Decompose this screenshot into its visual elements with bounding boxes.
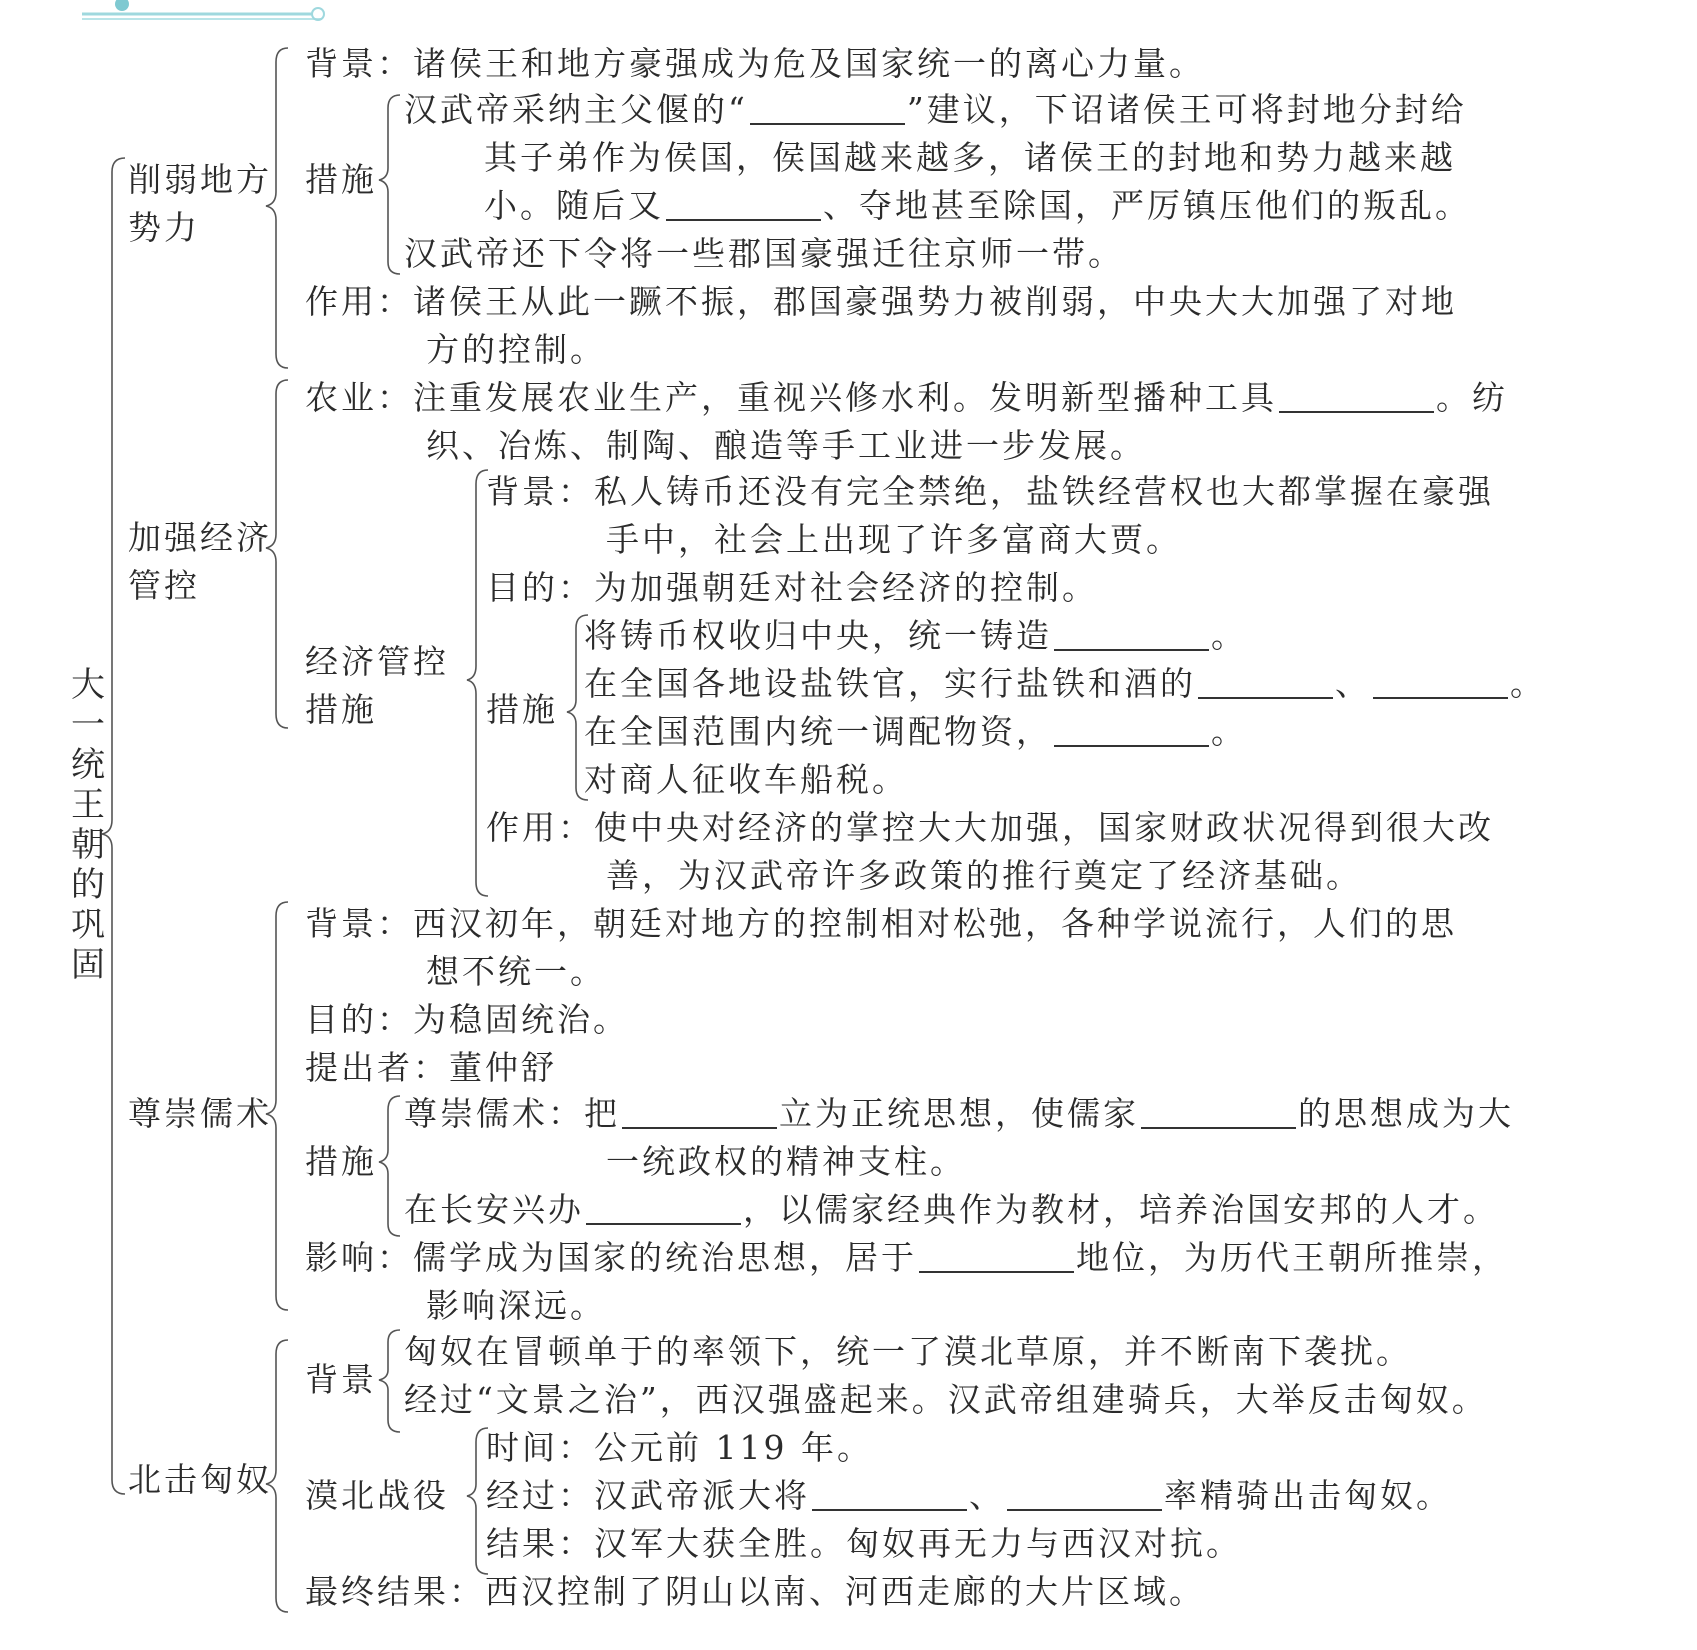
s2-blank-louche[interactable] [1279,381,1434,413]
s2-m1-text-b: 。 [1211,616,1247,655]
s4-result-row [486,1524,1242,1564]
s2-agri-text-1b: 。纺 [1436,378,1508,417]
s3-effect-text-1b: 地位，为历代王朝所推崇， [1076,1238,1508,1277]
root-title: 大一统王朝的巩固 [71,665,105,985]
s4-process-label: 经过： [486,1476,594,1515]
s2-measure-4: 对商人征收车船税。 [584,760,908,799]
s4-time-label: 时间： [486,1428,594,1467]
s4-blank-huoqubing[interactable] [1007,1479,1162,1511]
s4-bg-text-1: 匈奴在冒顿单于的率领下，统一了漠北草原，并不断南下袭扰。 [404,1332,1412,1371]
s4-process-text-a: 汉武帝派大将 [594,1476,810,1515]
s2-agri-label: 农业： [305,378,413,417]
s3-effect-text-1a: 儒学成为国家的统治思想，居于 [413,1238,917,1277]
s3-blank-zhengtong[interactable] [919,1241,1074,1273]
s2-effect-text-2: 善，为汉武帝许多政策的推行奠定了经济基础。 [606,856,1362,895]
s2-effect-label: 作用： [486,808,594,847]
s3-goal-text: 为稳固统治。 [413,1000,629,1039]
s4-time-text: 公元前 119 年。 [594,1428,873,1467]
s4-battle-label: 漠北战役 [305,1476,449,1515]
s3-effect-text-2: 影响深远。 [426,1286,606,1325]
s3-proposer-label: 提出者： [305,1048,449,1087]
s3-m2-text-a: 在长安兴办 [404,1190,584,1229]
s4-final-text: 西汉控制了阴山以南、河西走廊的大片区域。 [485,1572,1205,1611]
s3-bg-text-1: 西汉初年，朝廷对地方的控制相对松弛，各种学说流行，人们的思 [413,904,1457,943]
s1-bg-label: 背景： [305,44,413,83]
s3-bg-text-2: 想不统一。 [426,952,606,991]
s2-measure-label: 措施 [486,690,558,729]
s2-measure-1 [584,616,1247,656]
s1-m1-text-b: ”建议，下诏诸侯王可将封地分封给 [906,90,1467,129]
s3-blank-dayitong[interactable] [1141,1097,1296,1129]
s1-m1-text-e: 、夺地甚至除国，严厉镇压他们的叛乱。 [823,186,1471,225]
s2-m2-text-a: 在全国各地设盐铁官，实行盐铁和酒的 [584,664,1196,703]
s3-measure-2 [404,1190,1499,1230]
s2-measure-3 [584,712,1247,752]
s1-blank-tuien[interactable] [750,93,905,125]
s4-final-label: 最终结果： [305,1572,485,1611]
s2-blank-wuzhuqian[interactable] [1054,619,1209,651]
s4-time-row [486,1428,873,1468]
s2-m3-text-b: 。 [1211,712,1247,751]
s1-m1-text-a: 汉武帝采纳主父偃的“ [404,90,748,129]
s4-title: 北击匈奴 [128,1460,272,1499]
s2-blank-pingzhun[interactable] [1054,715,1209,747]
s1-bg-text: 诸侯王和地方豪强成为危及国家统一的离心力量。 [413,44,1205,83]
s3-proposer-row [305,1048,557,1088]
s4-process-text-b: 、 [969,1476,1005,1515]
s4-bg-label: 背景 [305,1360,377,1399]
s3-blank-taixue[interactable] [586,1193,741,1225]
s3-effect-label: 影响： [305,1238,413,1277]
s1-blank-zhuijin[interactable] [666,189,821,221]
s2-effect-text-1: 使中央对经济的掌控大大加强，国家财政状况得到很大改 [594,808,1494,847]
s4-process-text-c: 率精骑出击匈奴。 [1164,1476,1452,1515]
s3-bg-label: 背景： [305,904,413,943]
s3-effect-row [305,1238,1508,1278]
s3-measure-label: 措施 [305,1142,377,1181]
s2-agri-text-1a: 注重发展农业生产，重视兴修水利。发明新型播种工具 [413,378,1277,417]
s2-title-line1: 加强经济 [128,518,272,557]
s2-agriculture-row [305,378,1508,418]
s2-blank-guanying-1[interactable] [1198,667,1333,699]
s2-goal-row [486,568,1098,608]
s1-effect-text-2: 方的控制。 [426,330,606,369]
s3-title: 尊崇儒术 [128,1094,272,1133]
s1-background-row [305,44,1205,84]
s2-m3-text-a: 在全国范围内统一调配物资， [584,712,1052,751]
s3-m1-text-a: 把 [584,1094,620,1133]
s3-goal-label: 目的： [305,1000,413,1039]
s4-result-label: 结果： [486,1524,594,1563]
s3-m1-text-d: 一统政权的精神支柱。 [606,1142,966,1181]
s1-measure-2: 汉武帝还下令将一些郡国豪强迁往京师一带。 [404,234,1124,273]
s1-effect-text-1: 诸侯王从此一蹶不振，郡国豪强势力被削弱，中央大大加强了对地 [413,282,1457,321]
s3-m1-label: 尊崇儒术： [404,1094,584,1133]
s4-result-text: 汉军大获全胜。匈奴再无力与西汉对抗。 [594,1524,1242,1563]
s2-bg-text-1: 私人铸币还没有完全禁绝，盐铁经营权也大都掌握在豪强 [594,472,1494,511]
s2-agri-text-2: 织、冶炼、制陶、酿造等手工业进一步发展。 [426,426,1146,465]
s2-goal-text: 为加强朝廷对社会经济的控制。 [594,568,1098,607]
s2-econ-label-line2: 措施 [305,690,377,729]
s1-measure-1 [404,90,1467,130]
s4-bg-text-2: 经过“文景之治”，西汉强盛起来。汉武帝组建骑兵，大举反击匈奴。 [404,1380,1488,1419]
s2-measure-2 [584,664,1546,704]
s4-final-row [305,1572,1205,1612]
s2-bg-text-2: 手中，社会上出现了许多富商大贾。 [606,520,1182,559]
s1-title-line2: 势力 [128,208,200,247]
s3-m1-text-c: 的思想成为大 [1298,1094,1514,1133]
s2-m2-text-b: 、 [1335,664,1371,703]
s1-measure-1-cont: 其子弟作为侯国，侯国越来越多，诸侯王的封地和势力越来越 [484,138,1456,177]
s1-m1-text-d: 小。随后又 [484,186,664,225]
s2-bg-label: 背景： [486,472,594,511]
s3-measure-1 [404,1094,1514,1134]
s1-measure-label: 措施 [305,160,377,199]
s2-blank-guanying-2[interactable] [1373,667,1508,699]
s1-title-line1: 削弱地方 [128,160,272,199]
s1-effect-label: 作用： [305,282,413,321]
s2-econ-label-line1: 经济管控 [305,642,449,681]
s2-effect-row [486,808,1494,848]
s4-process-row [486,1476,1452,1516]
s1-effect-row [305,282,1457,322]
s3-goal-row [305,1000,629,1040]
s3-blank-rujia[interactable] [622,1097,777,1129]
s3-m2-text-b: ，以儒家经典作为教材，培养治国安邦的人才。 [743,1190,1499,1229]
s1-measure-1-cont2 [484,186,1471,226]
s2-title-line2: 管控 [128,566,200,605]
s2-m1-text-a: 将铸币权收归中央，统一铸造 [584,616,1052,655]
s2-goal-label: 目的： [486,568,594,607]
s4-blank-weiqing[interactable] [812,1479,967,1511]
s3-proposer-text: 董仲舒 [449,1048,557,1087]
s3-background-row [305,904,1457,944]
s3-m1-text-b: 立为正统思想，使儒家 [779,1094,1139,1133]
s2-background-row [486,472,1494,512]
s2-m2-text-c: 。 [1510,664,1546,703]
